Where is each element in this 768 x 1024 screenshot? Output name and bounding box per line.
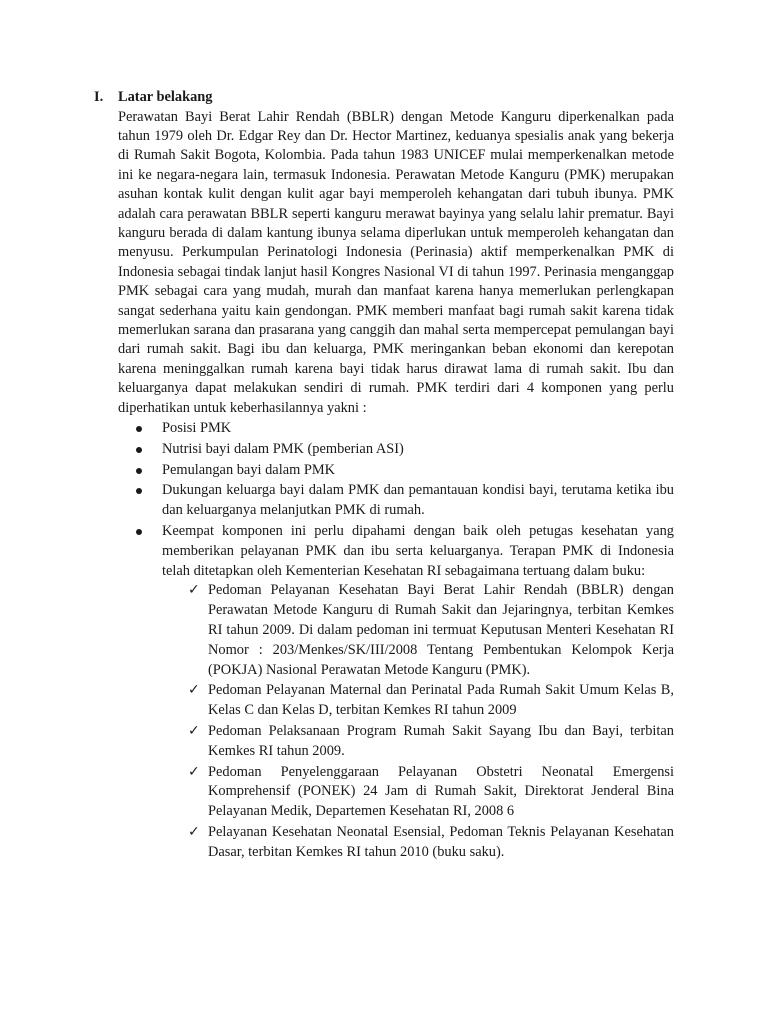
checklist-item — [162, 763, 674, 822]
list-item-text: Dukungan keluarga bayi dalam PMK dan pemantauan kondisi bayi, terutama ketika ibu dan keluarganya melanjutkan PMK di rumah. — [162, 482, 674, 519]
list-item — [118, 481, 674, 521]
checkmark-icon: ✓ — [188, 682, 200, 699]
pmk-components-list — [118, 419, 674, 863]
checklist-item — [162, 681, 674, 721]
checkmark-icon: ✓ — [188, 763, 200, 780]
list-item — [118, 419, 674, 439]
checklist-item-text: Pelayanan Kesehatan Neonatal Esensial, Pedoman Teknis Pelayanan Kesehatan Dasar, terbitan Kemkes RI tahun 2010 (buku saku). — [208, 823, 674, 860]
section-number: I. — [94, 89, 104, 105]
checklist-item — [162, 581, 674, 680]
background-paragraph: Perawatan Bayi Berat Lahir Rendah (BBLR) dengan Metode Kanguru diperkenalkan pada tahun 1979 oleh Dr. Edgar Rey dan Dr. Hector Martinez, keduanya spesialis anak yang bekerja di Rumah Sakit Bogota, Kolombia. Pada tahun 1983 UNICEF mulai memperkenalkan metode ini ke negara-negara lain, termasuk Indonesia. Perawatan Metode Kanguru (PMK) merupakan asuhan kontak kulit dengan kulit agar bayi memperoleh kehangatan dari tubuh ibunya. PMK adalah cara perawatan BBLR seperti kanguru merawat bayinya yang selalu lahir prematur. Bayi kanguru berada di dalam kantung ibunya selama diperlukan untuk memperoleh kehangatan dan menyusu. Perkumpulan Perinatologi Indonesia (Perinasia) aktif memperkenalkan PMK di Indonesia sebagai tindak lanjut hasil Kongres Nasional VI di tahun 1997. Perinasia menganggap PMK sebagai cara yang mudah, murah dan manfaat karena hanya memerlukan perlengkapan sangat sederhana yaitu kain gendongan. PMK memberi manfaat bagi rumah sakit karena tidak memerlukan sarana dan prasarana yang canggih dan mahal serta mempercepat pemulangan bayi dari rumah sakit. Bagi ibu dan keluarga, PMK meringankan beban ekonomi dan kerepotan karena meninggalkan rumah karena bayi tidak harus dirawat lama di rumah sakit. Ibu dan keluarganya dapat melakukan sendiri di rumah. PMK terdiri dari 4 komponen yang perlu diperhatikan untuk keberhasilannya yakni : — [118, 108, 674, 416]
list-item — [118, 461, 674, 481]
bullet-icon — [136, 447, 142, 453]
checklist-item-text: Pedoman Pelayanan Maternal dan Perinatal Pada Rumah Sakit Umum Kelas B, Kelas C dan Kelas D, terbitan Kemkes RI tahun 2009 — [208, 682, 674, 719]
checklist-item-text: Pedoman Penyelenggaraan Pelayanan Obstetri Neonatal Emergensi Komprehensif (PONEK) 24 Jam di Rumah Sakit, Direktorat Jenderal Bina Pelayanan Medik, Departemen Kesehatan RI, 2008 6 — [208, 763, 674, 820]
list-item — [118, 522, 674, 863]
checklist-item — [162, 823, 674, 863]
checklist-item-text: Pedoman Pelaksanaan Program Rumah Sakit Sayang Ibu dan Bayi, terbitan Kemkes RI tahun 2009. — [208, 722, 674, 759]
list-item-text: Keempat komponen ini perlu dipahami dengan baik oleh petugas kesehatan yang memberikan pelayanan PMK dan ibu serta keluarganya. Terapan PMK di Indonesia telah ditetapkan oleh Kementerian Kesehatan RI sebagaimana tertuang dalam buku: — [162, 522, 674, 579]
section-heading — [94, 88, 674, 108]
bullet-icon — [136, 529, 142, 535]
bullet-icon — [136, 426, 142, 432]
bullet-icon — [136, 488, 142, 494]
document-content — [94, 88, 674, 864]
guideline-books-list — [162, 581, 674, 862]
list-item-text: Pemulangan bayi dalam PMK — [162, 461, 336, 478]
section-title: Latar belakang — [118, 89, 213, 105]
checkmark-icon: ✓ — [188, 582, 200, 599]
list-item — [118, 440, 674, 460]
checkmark-icon: ✓ — [188, 722, 200, 739]
bullet-icon — [136, 468, 142, 474]
checklist-item — [162, 722, 674, 762]
list-item-text: Posisi PMK — [162, 420, 232, 436]
list-item-text: Nutrisi bayi dalam PMK (pemberian ASI) — [162, 440, 404, 457]
checkmark-icon: ✓ — [188, 823, 200, 840]
checklist-item-text: Pedoman Pelayanan Kesehatan Bayi Berat Lahir Rendah (BBLR) dengan Perawatan Metode Kanguru di Rumah Sakit dan Jejaringnya, terbitan Kemkes RI tahun 2009. Di dalam pedoman ini termuat Keputusan Menteri Kesehatan RI Nomor : 203/Menkes/SK/III/2008 Tentang Pembentukan Kelompok Kerja (POKJA) Nasional Perawatan Metode Kanguru (PMK). — [208, 582, 674, 678]
